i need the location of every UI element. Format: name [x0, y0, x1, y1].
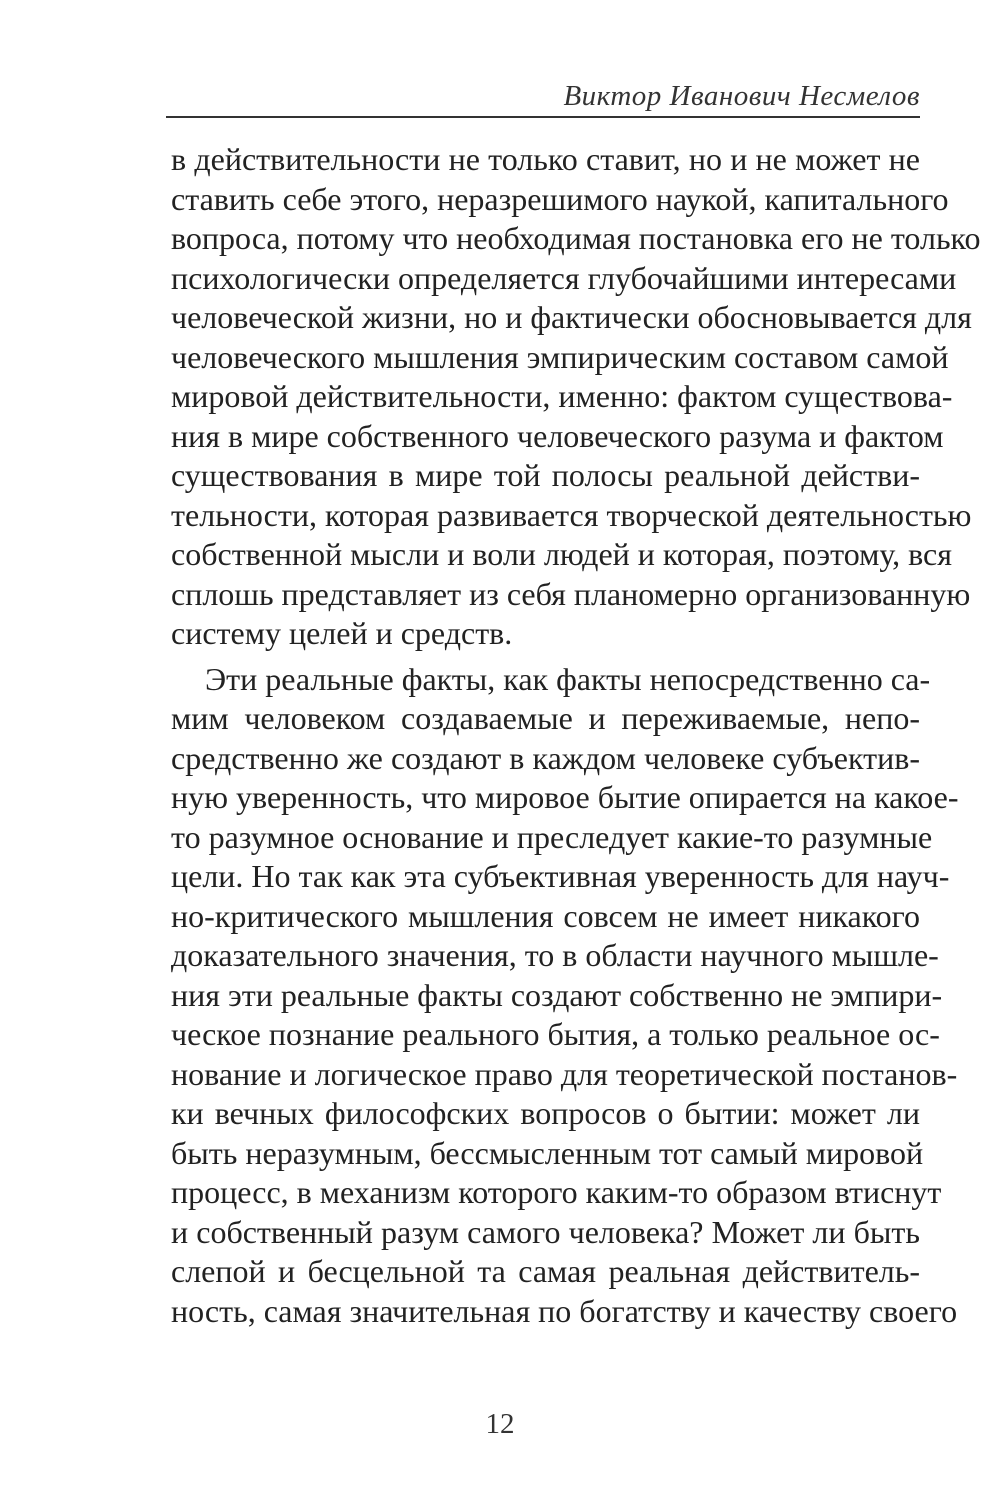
text-line: ческое познание реального бытия, а только реальное ос-: [171, 1016, 940, 1052]
text-line: быть неразумным, бессмысленным тот самый мировой: [171, 1134, 924, 1171]
text-line: человеческого мышления эмпирическим составом самой: [171, 338, 949, 375]
text-line: процесс, в механизм которого каким-то образом втиснут: [171, 1174, 942, 1210]
text-line: ную уверенность, что мировое бытие опирается на какое-: [171, 779, 959, 815]
text-line: собственной мысли и воли людей и которая, поэтому, вся: [171, 536, 952, 572]
text-line: в действительности не только ставит, но и не может не: [171, 141, 920, 177]
text-line: нование и логическое право для теоретической постанов-: [171, 1055, 958, 1092]
text-line: но-критического мышления совсем не имеет никакого: [171, 897, 920, 934]
body-text: [171, 140, 981, 1331]
text-line: систему целей и средств.: [171, 615, 513, 651]
text-line: ность, самая значительная по богатству и качеству своего: [171, 1292, 958, 1329]
text-line: то разумное основание и преследует какие-то разумные: [171, 818, 933, 855]
page-number: 12: [485, 1408, 515, 1440]
text-line: мим человеком создаваемые и переживаемые, непо-: [171, 700, 920, 736]
text-line: вопроса, потому что необходимая постановка его не только: [171, 220, 981, 256]
running-header: [166, 76, 920, 118]
text-line: средственно же создают в каждом человеке субъектив-: [171, 739, 920, 776]
text-line: ки вечных философских вопросов о бытии: может ли: [171, 1095, 920, 1131]
text-line: мировой действительности, именно: фактом существова-: [171, 378, 953, 414]
running-header-title: Виктор Иванович Несмелов: [563, 80, 920, 112]
text-line: существования в мире той полосы реальной действи-: [171, 457, 920, 493]
text-line: психологически определяется глубочайшими интересами: [171, 259, 957, 296]
text-line: цели. Но так как эта субъективная уверенность для науч-: [171, 858, 950, 894]
paragraph-1: [171, 140, 981, 654]
text-line: сплошь представляет из себя планомерно организованную: [171, 575, 971, 612]
text-line: и собственный разум самого человека? Может ли быть: [171, 1213, 920, 1250]
text-line: тельности, которая развивается творческой деятельностью: [171, 496, 972, 533]
text-line: ставить себе этого, неразрешимого наукой, капитального: [171, 180, 949, 217]
text-line: слепой и бесцельной та самая реальная действитель-: [171, 1253, 920, 1289]
text-line: человеческой жизни, но и фактически обосновывается для: [171, 299, 972, 335]
paragraph-2: [171, 660, 959, 1332]
text-line: ния эти реальные факты создают собственно не эмпири-: [171, 976, 943, 1013]
text-line: Эти реальные факты, как факты непосредственно са-: [205, 660, 931, 697]
text-line: ния в мире собственного человеческого разума и фактом: [171, 417, 944, 454]
text-line: доказательного значения, то в области научного мышле-: [171, 937, 939, 973]
